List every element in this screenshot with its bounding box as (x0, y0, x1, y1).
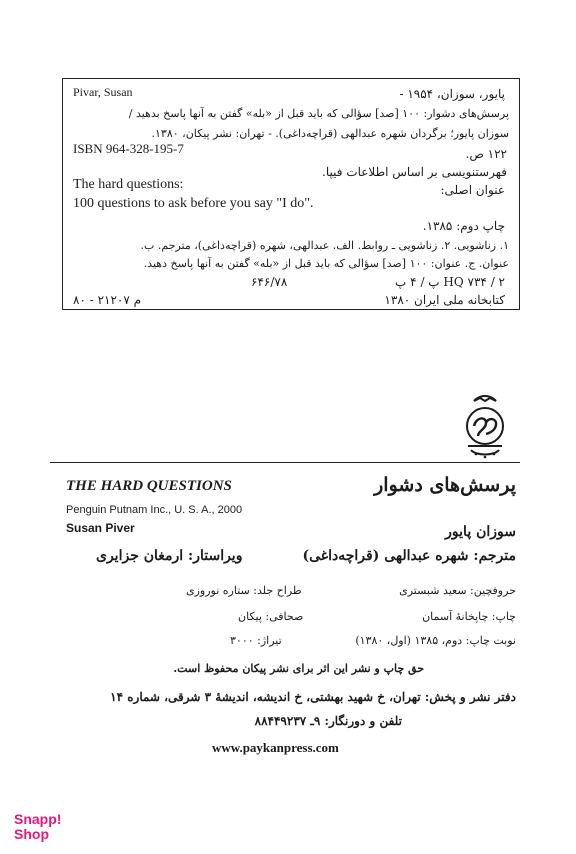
cip-original-title-label: عنوان اصلی: (440, 183, 505, 197)
cip-pages-fa: ۱۲۲ ص. (465, 147, 507, 161)
imprint-rights: حق چاپ و نشر این اثر برای نشر پیکان محفوظ است. (173, 662, 424, 675)
imprint-author-fa: سوزان پایور (445, 524, 516, 540)
cip-original-title-1: The hard questions: (73, 177, 184, 192)
cip-isbn: ISBN 964-328-195-7 (73, 141, 184, 156)
imprint-copies: تیراژ: ۳۰۰۰ (230, 634, 282, 647)
cip-natlib-fa: کتابخانه ملی ایران ۱۳۸۰ (384, 293, 505, 307)
imprint-cover-designer: طراح جلد: ستاره نوروزی (186, 584, 302, 597)
brand-line-2: Shop (14, 826, 49, 842)
imprint-translator: مترجم: شهره عبدالهی (قراچه‌داغی) (302, 548, 516, 564)
cip-natlib-number: م ۲۱۲۰۷ - ۸۰ (73, 293, 142, 307)
cip-class-dewey: ۶۴۶/۷۸ (251, 275, 288, 289)
brand-line-1: Snapp! (14, 811, 62, 827)
cip-catalog-box (62, 78, 520, 310)
imprint-print-run: نوبت چاپ: دوم، ۱۳۸۵ (اول، ۱۳۸۰) (355, 634, 516, 647)
cip-responsibility-fa: سوزان پایور؛ برگردان شهره عبدالهی (قراچه‌داغی). - تهران: نشر پیکان، ۱۳۸۰. (151, 127, 509, 140)
imprint-publisher-en: Penguin Putnam Inc., U. S. A., 2000 (66, 504, 243, 516)
cip-class-lc: HQ ۷۳۴ / ۲ پ / ۴ پ (395, 275, 505, 289)
cip-original-title-2: 100 questions to ask before you say "I do". (73, 196, 314, 211)
imprint-website: www.paykanpress.com (212, 740, 339, 755)
imprint-title-fa: پرسش‌های دشوار (374, 474, 516, 496)
cip-edition-fa: چاپ دوم: ۱۳۸۵. (422, 219, 505, 233)
section-divider (50, 462, 520, 463)
imprint-address: دفتر نشر و پخش: تهران، خ شهید بهشتی، خ اندیشه، اندیشهٔ ۳ شرقی، شماره ۱۴ (110, 690, 516, 704)
publisher-logo-icon (456, 392, 514, 462)
imprint-binder: صحافی: پیکان (238, 610, 304, 623)
cip-author-fa: پایور، سوزان، ۱۹۵۴ - (399, 87, 505, 101)
imprint-author-en: Susan Piver (66, 521, 135, 535)
imprint-phone: تلفن و دورنگار: ۹ـ ۸۸۴۴۹۲۳۷ (254, 714, 402, 728)
cip-title-fa: پرسش‌های دشوار: ۱۰۰ [صد] سؤالی که باید قبل از «بله» گفتن به آنها پاسخ بدهید / (128, 107, 509, 120)
imprint-editor: ویراستار: ارمغان جزایری (96, 548, 243, 564)
cip-author-en: Pivar, Susan (73, 85, 133, 99)
cip-title-added-fa: عنوان. ج. عنوان: ۱۰۰ [صد] سؤالی که باید قبل از «بله» گفتن به آنها پاسخ دهید. (143, 257, 509, 270)
imprint-typesetter: حروفچین: سعید شبستری (399, 584, 516, 597)
cip-subjects-fa: ۱. زناشویی. ۲. زناشویی ـ روابط. الف. عبدالهی، شهره (قراچه‌داغی)، مترجم. ب. (140, 239, 509, 252)
cip-fipa-fa: فهرستنویسی بر اساس اطلاعات فیپا. (322, 165, 507, 179)
snapp-shop-logo (14, 812, 84, 852)
imprint-title-en: THE HARD QUESTIONS (66, 478, 232, 494)
imprint-printer: چاپ: چاپخانهٔ آسمان (422, 610, 516, 623)
